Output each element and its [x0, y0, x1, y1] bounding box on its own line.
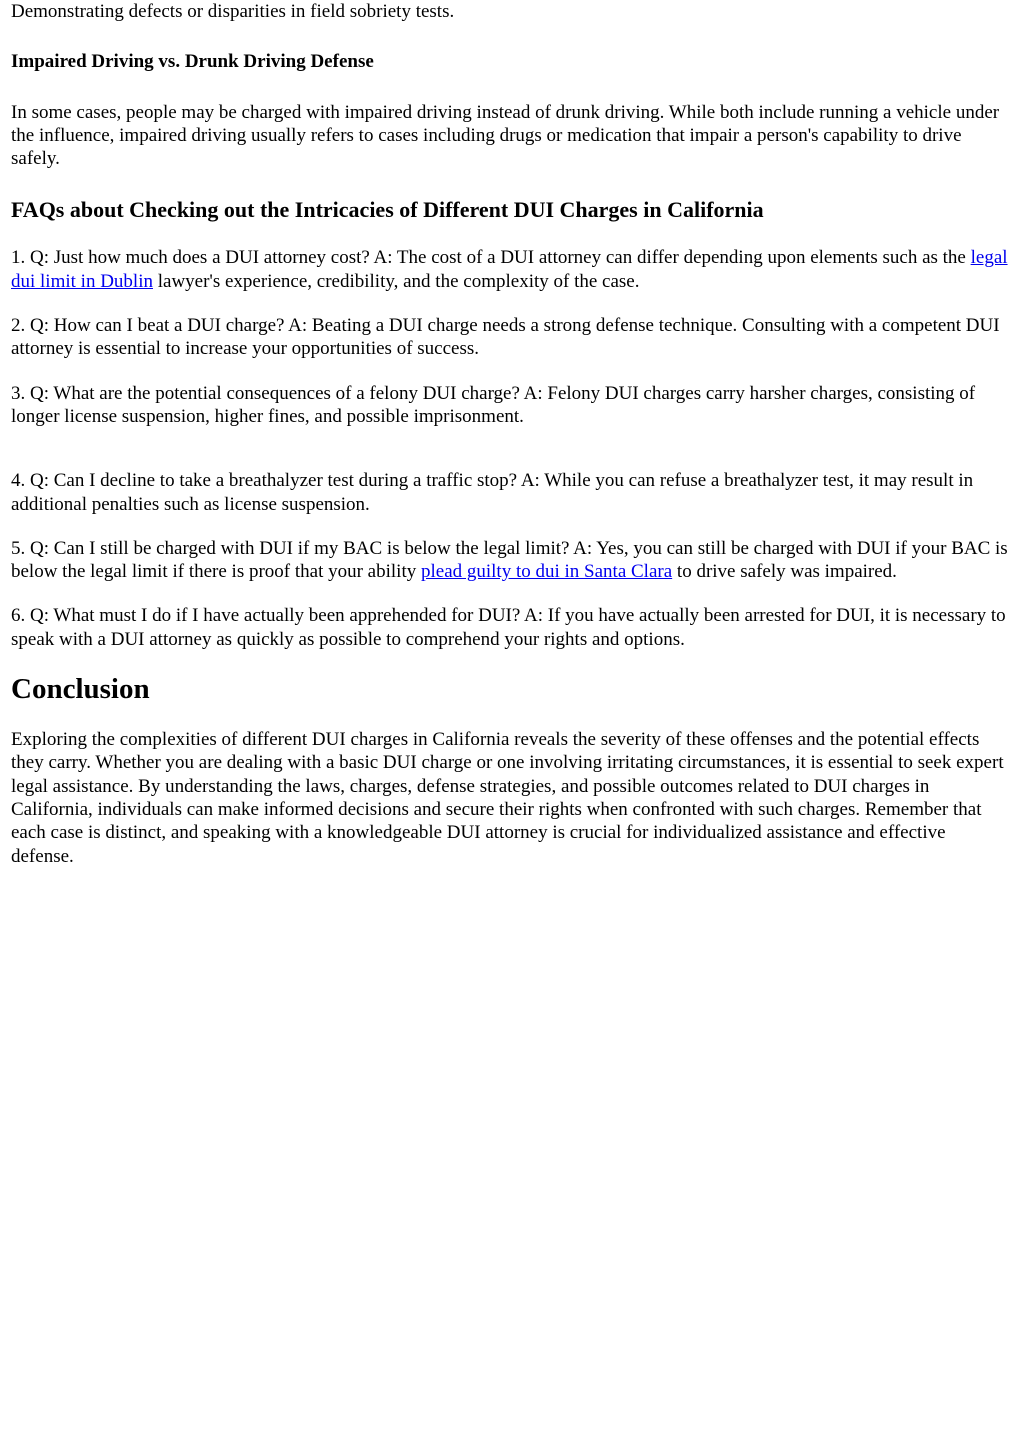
impaired-driving-paragraph: In some cases, people may be charged with impaired driving instead of drunk driving. While both include running a vehicle under the influence, impaired driving usually refers to cases including drugs or medication that impair a person's capability to drive safely.	[11, 101, 1000, 170]
faq-item-3: 3. Q: What are the potential consequences of a felony DUI charge? A: Felony DUI charges carry harsher charges, consisting of longer license suspension, higher fines, and possible imprisonment.	[11, 382, 976, 427]
faq-1-text-before: 1. Q: Just how much does a DUI attorney cost? A: The cost of a DUI attorney can differ depending upon elements such as the	[11, 247, 971, 269]
faq-5-text-before: 5. Q: Can I still be charged with DUI if my BAC is below the legal limit? A: Yes, you can still be charged with DUI if your BAC is below the legal limit if there is proof that your ability	[11, 537, 1008, 583]
faq-item-5	[11, 537, 1013, 584]
faq-item-4: 4. Q: Can I decline to take a breathalyzer test during a traffic stop? A: While you can refuse a breathalyzer test, it may result in additional penalties such as license suspension.	[11, 470, 974, 515]
plead-guilty-santa-clara-link[interactable]: plead guilty to dui in Santa Clara	[420, 561, 673, 583]
intro-line: Demonstrating defects or disparities in field sobriety tests.	[11, 1, 455, 22]
faq-heading: FAQs about Checking out the Intricacies of Different DUI Charges in California	[11, 197, 764, 223]
faq-item-2: 2. Q: How can I beat a DUI charge? A: Beating a DUI charge needs a strong defense technique. Consulting with a competent DUI attorney is essential to increase your opportunities of success.	[11, 315, 1000, 360]
conclusion-heading: Conclusion	[11, 673, 150, 706]
faq-5-text-after: to drive safely was impaired.	[672, 561, 897, 583]
conclusion-paragraph: Exploring the complexities of different DUI charges in California reveals the severity of these offenses and the potential effects they carry. Whether you are dealing with a basic DUI charge or one involving irritating circumstances, it is essential to seek expert legal assistance. By understanding the laws, charges, defense strategies, and possible outcomes related to DUI charges in California, individuals can make informed decisions and secure their rights when confronted with such charges. Remember that each case is distinct, and speaking with a knowledgeable DUI attorney is crucial for individualized assistance and effective defense.	[11, 729, 1004, 867]
faq-item-6: 6. Q: What must I do if I have actually been apprehended for DUI? A: If you have actually been arrested for DUI, it is necessary to speak with a DUI attorney as quickly as possible to comprehend your rights and options.	[11, 605, 1006, 650]
faq-item-1	[11, 246, 1013, 293]
impaired-driving-heading: Impaired Driving vs. Drunk Driving Defense	[11, 51, 374, 73]
faq-1-text-after: lawyer's experience, credibility, and the complexity of the case.	[152, 270, 640, 292]
legal-dui-limit-dublin-link[interactable]: legal dui limit in Dublin	[11, 247, 1008, 292]
